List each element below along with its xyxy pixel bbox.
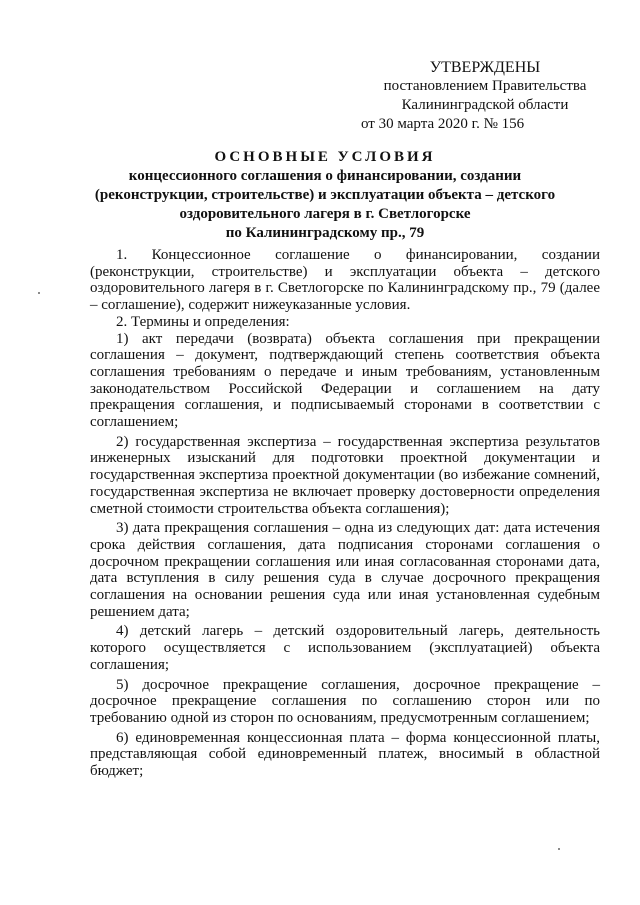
document-title [84, 148, 566, 243]
title-heading: ОСНОВНЫЕ УСЛОВИЯ [214, 149, 436, 165]
paragraph: 5) досрочное прекращение соглашения, досрочное прекращение – досрочное прекращение соглашения по соглашению сторон или по требованию одной из сторон по основаниям, предусмотренным соглашением; [90, 676, 600, 726]
approval-region: Калининградской области [401, 97, 569, 113]
paragraph: 4) детский лагерь – детский оздоровительный лагерь, деятельность которого осуществляется с использованием (эксплуатацией) объекта соглашения; [90, 623, 600, 673]
document-body [90, 247, 600, 780]
paragraph: 1) акт передачи (возврата) объекта соглашения при прекращении соглашения – документ, подтверждающий степень соответствия объекта соглашения требованиям о передаче и иным требованиям, установленным законодательством Российской Федерации и соглашением на дату прекращения соглашения, и подписываемый сторонами в соответствии с соглашением; [90, 330, 600, 431]
paragraph: 2. Термины и определения: [116, 313, 290, 330]
paragraph: 1. Концессионное соглашение о финансировании, создании (реконструкции, строительстве) и эксплуатации объекта – детского оздоровительного лагеря в г. Светлогорске по Калининградскому пр., 79 (далее – соглашение), содержит нижеуказанные условия. [90, 247, 600, 314]
approval-date: от 30 марта 2020 г. № 156 [361, 116, 525, 132]
title-line: по Калининградскому пр., 79 [225, 225, 425, 241]
approval-issuer: постановлением Правительства [383, 78, 587, 94]
scan-speck [558, 848, 560, 850]
approval-stamp [355, 58, 615, 134]
title-line: оздоровительного лагеря в г. Светлогорске [179, 206, 471, 222]
title-line: (реконструкции, строительстве) и эксплуатации объекта – детского [94, 187, 556, 203]
paragraph: 2) государственная экспертиза – государственная экспертиза результатов инженерных изысканий для подготовки проектной документации и государственная экспертиза проектной документации (во избежание сомнений, государственная экспертиза не включает проверку достоверности определения сметной стоимости строительства объекта соглашения); [90, 433, 600, 517]
title-line: концессионного соглашения о финансировании, создании [128, 168, 522, 184]
scan-speck [38, 292, 40, 294]
paragraph: 3) дата прекращения соглашения – одна из следующих дат: дата истечения срока действия соглашения, дата подписания сторонами соглашения о досрочном прекращении соглашения или иная согласованная сторонами дата, дата вступления в силу решения суда в случае досрочного прекращения соглашения на основании решения суда или иная установленная судебным решением дата; [90, 520, 600, 620]
approval-heading: УТВЕРЖДЕНЫ [429, 59, 541, 76]
paragraph: 6) единовременная концессионная плата – форма концессионной платы, представляющая собой единовременный платеж, вносимый в областной бюджет; [90, 729, 600, 780]
